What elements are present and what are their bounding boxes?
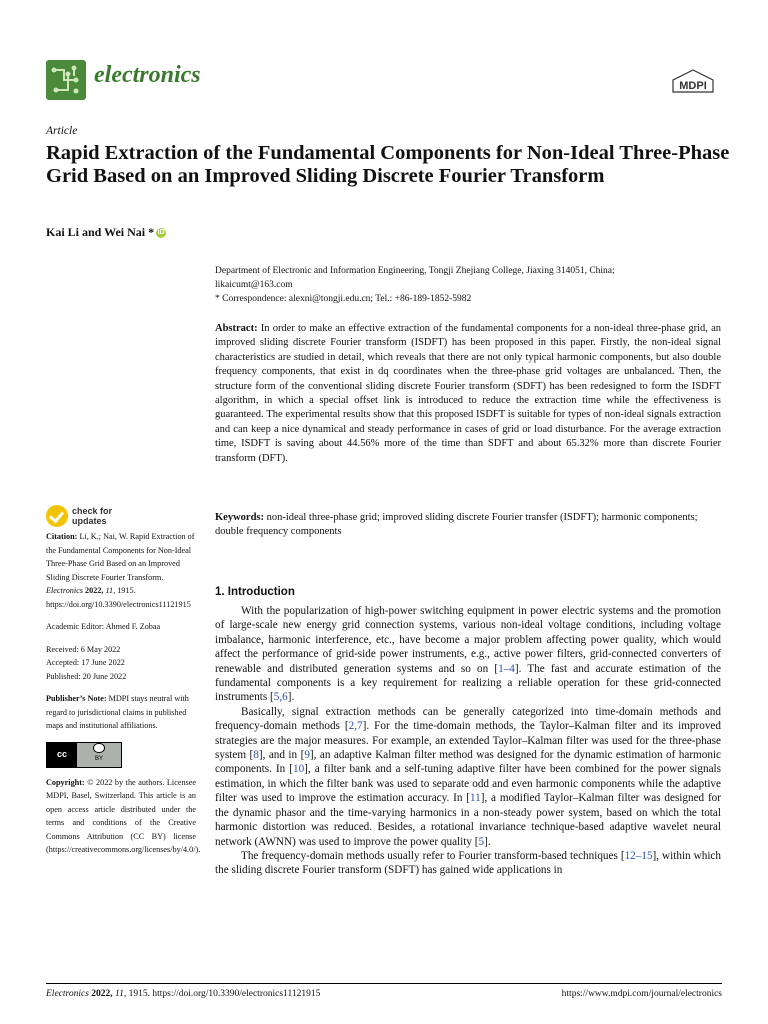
check-line2: updates	[72, 516, 107, 526]
publisher-note	[46, 692, 196, 733]
ref-link[interactable]: 9	[304, 749, 310, 762]
check-for-updates-button[interactable]	[46, 505, 186, 529]
ref-link[interactable]: 12–15	[624, 849, 653, 862]
citation-doi-link[interactable]: https://doi.org/10.3390/electronics11121915	[46, 599, 191, 609]
copyright-text: © 2022 by the authors. Licensee MDPI, Basel, Switzerland. This article is an open access article distributed under the terms and conditions of the Creative Commons Attribution (CC BY) license (https://creativecommons.org/licenses/by/4.0/).	[46, 777, 201, 854]
attribution-icon	[93, 743, 105, 754]
ref-link[interactable]: 5,6	[273, 691, 288, 704]
publisher-note-label: Publisher’s Note:	[46, 694, 107, 703]
abstract-label: Abstract:	[215, 323, 258, 334]
ref-link[interactable]: 11	[469, 792, 481, 805]
abstract-text: In order to make an effective extraction of the fundamental components for a non-ideal three-phase grid, an improved sliding discrete Fourier transform (ISDFT) has been proposed in this paper. Firstly, the non-ideal signal characteristics are studied in detail, which reveals that there are not only typical harmonic components, but also double frequency components, that exist in dq coordinates when the three-phase grid voltages are unbalanced. Then, the structure form of the conventional sliding discrete Fourier transform (SDFT) has been redesigned to form the ISDFT algorithm, in which a special offset link is introduced to reduce the extraction time while the effectiveness is guaranteed. The experimental results show that this proposed ISDFT is suitable for types of non-ideal signals extraction and can keep a nice dynamical and steady performance in cases of grid or load disturbance. For the average extraction time, ISDFT is saving about 44.56% more of the time than SDFT and about 65.32% more than discrete Fourier transform (DFT).	[215, 323, 722, 464]
cc-icon: cc	[47, 743, 77, 767]
author-names: Kai Li and Wei Nai *	[46, 225, 155, 239]
affiliation-block	[215, 264, 720, 306]
orcid-icon[interactable]: iD	[157, 229, 165, 236]
section-heading: 1. Introduction	[215, 586, 295, 598]
keywords	[215, 511, 721, 540]
correspondence-line: * Correspondence: alexni@tongji.edu.cn; Tel.: +86-189-1852-5982	[215, 294, 472, 304]
sidebar	[46, 530, 201, 866]
copyright-label: Copyright:	[46, 777, 85, 787]
copyright	[46, 776, 201, 857]
journal-logo-icon	[46, 60, 86, 100]
citation-year: 2022,	[85, 586, 104, 595]
citation-label: Citation:	[46, 532, 78, 541]
citation-text: Li, K.; Nai, W. Rapid Extraction of the Fundamental Components for Non-Ideal Three-Phase Grid Based on an Improved Sliding Discrete Fourier Transform.	[46, 532, 195, 582]
ref-link[interactable]: 2,7	[348, 720, 363, 733]
cc-by-label: BY	[94, 756, 103, 762]
keywords-text: non-ideal three-phase grid; improved sliding discrete Fourier transfer (ISDFT); harmonic components; double frequency components	[215, 512, 698, 538]
abstract	[215, 322, 721, 466]
paper-title: Rapid Extraction of the Fundamental Components for Non-Ideal Three-Phase Grid Based on an Improved Sliding Discrete Fourier Transform	[46, 142, 730, 187]
cc-by-license-badge[interactable]	[46, 742, 122, 768]
ref-link[interactable]: 1–4	[498, 662, 515, 675]
publisher-note-text: MDPI stays neutral with regard to jurisdictional claims in published maps and institutional affiliations.	[46, 694, 189, 730]
mdpi-logo	[668, 68, 718, 98]
article-type: Article	[46, 125, 78, 137]
ref-link[interactable]: 8	[253, 749, 259, 762]
academic-editor: Academic Editor: Ahmed F. Zobaa	[46, 622, 161, 631]
mdpi-logo-text: MDPI	[679, 80, 707, 92]
citation-pages: 1915.	[117, 586, 136, 595]
published-date: Published: 20 June 2022	[46, 671, 127, 681]
affiliation-line: Department of Electronic and Information Engineering, Tongji Zhejiang College, Jiaxing 314051, China;	[215, 266, 615, 276]
footer-divider	[46, 983, 722, 984]
ref-link[interactable]: 5	[478, 835, 485, 848]
check-icon	[46, 505, 68, 527]
dates	[46, 643, 196, 684]
paragraph: Basically, signal extraction methods can be generally categorized into time-domain methods and frequency-domain methods [2,7]. For the time-domain methods, the Taylor–Kalman filter and its improved strategies are the major measures. For example, an extended Taylor–Kalman filter was used for the three-phase system [8], and in [9], an adaptive Kalman filter method was designed for the dynamic estimation of harmonic components. In [10], a filter bank and a self-tuning adaptive filter have been combined for the power signals estimation, in which the filter bank was used to separate odd and even harmonic components while the adaptive filter was used to improve the estimation accuracy. In [11], a modified Taylor–Kalman filter was designed for the dynamic phasor and the time-varying harmonics in a non-steady power system, based on which the total harmonic distortion was reduced. Besides, a rotational invariance technique-based adaptive wavelet neural network (AWNN) was used to improve the power quality [5].	[215, 705, 722, 848]
paragraph: With the popularization of high-power switching equipment in power electric systems and the promotion of large-scale new energy grid connection systems, various non-ideal voltage conditions, including voltage imbalance, harmonic interference, etc., have become a major problem affecting power quality, which would affect the performance of grid-side power instruments, e.g., active power filters, grid-connected converters of renewable and distributed generation systems and so on [1–4]. The fast and accurate estimation of the fundamental components is a key requirement for realizing a reliable operation for these grid-connected instruments [5,6].	[215, 605, 721, 704]
body-text	[215, 604, 721, 878]
authors	[46, 225, 166, 240]
accepted-date: Accepted: 17 June 2022	[46, 658, 125, 667]
footer-citation: Electronics 2022, 11, 1915. https://doi.org/10.3390/electronics11121915	[46, 989, 321, 999]
footer-doi-link[interactable]: 1915. https://doi.org/10.3390/electronics11121915	[128, 989, 321, 999]
paragraph: The frequency-domain methods usually refer to Fourier transform-based techniques [12–15], within which the sliding discrete Fourier transform (SDFT) has gained wide applications in	[215, 849, 721, 877]
citation	[46, 530, 196, 611]
journal-name: electronics	[94, 62, 201, 88]
ref-link[interactable]: 10	[292, 763, 305, 776]
received-date: Received: 6 May 2022	[46, 644, 121, 654]
affiliation-email: likaicumt@163.com	[215, 280, 293, 290]
check-line1: check for	[72, 506, 113, 516]
footer-journal-url[interactable]: https://www.mdpi.com/journal/electronics	[561, 989, 722, 999]
keywords-label: Keywords:	[215, 512, 264, 523]
citation-volume: 11,	[105, 586, 116, 595]
citation-journal: Electronics	[46, 586, 83, 595]
